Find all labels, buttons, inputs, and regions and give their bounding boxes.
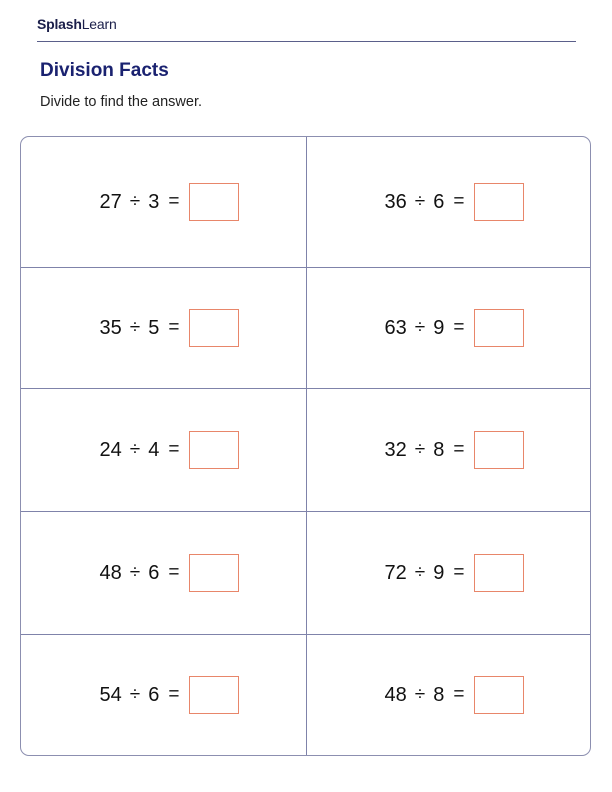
division-problem	[100, 431, 240, 469]
answer-box[interactable]	[474, 554, 524, 592]
equals-sign: =	[453, 317, 465, 338]
division-problem	[100, 183, 240, 221]
answer-box[interactable]	[189, 554, 239, 592]
divisor: 8	[433, 683, 445, 706]
splashlearn-logo	[37, 16, 117, 32]
logo-bold-text: Splash	[37, 16, 82, 32]
problem-cell	[21, 635, 307, 755]
answer-box[interactable]	[474, 309, 524, 347]
divisor: 9	[433, 561, 445, 584]
dividend: 36	[384, 190, 407, 213]
divisor: 8	[433, 438, 445, 461]
instructions: Divide to find the answer.	[40, 94, 203, 110]
answer-box[interactable]	[189, 431, 239, 469]
division-problem	[385, 676, 525, 714]
divide-sign: ÷	[129, 562, 141, 583]
answer-box[interactable]	[189, 183, 239, 221]
divisor: 5	[148, 316, 160, 339]
problem-cell	[21, 268, 307, 389]
dividend: 54	[99, 683, 122, 706]
equals-sign: =	[168, 317, 180, 338]
page-title: Division Facts	[40, 60, 169, 81]
equals-sign: =	[168, 684, 180, 705]
division-problem	[100, 676, 240, 714]
dividend: 63	[384, 316, 407, 339]
dividend: 35	[99, 316, 122, 339]
answer-box[interactable]	[189, 676, 239, 714]
equals-sign: =	[453, 684, 465, 705]
equals-sign: =	[453, 191, 465, 212]
equals-sign: =	[168, 562, 180, 583]
division-problem	[100, 554, 240, 592]
divisor: 9	[433, 316, 445, 339]
dividend: 27	[99, 190, 122, 213]
divisor: 4	[148, 438, 160, 461]
header-divider	[37, 41, 576, 42]
equals-sign: =	[453, 562, 465, 583]
divide-sign: ÷	[129, 439, 141, 460]
dividend: 48	[384, 683, 407, 706]
answer-box[interactable]	[474, 183, 524, 221]
divide-sign: ÷	[414, 317, 426, 338]
problem-cell	[307, 268, 590, 389]
dividend: 72	[384, 561, 407, 584]
equals-sign: =	[168, 439, 180, 460]
dividend: 32	[384, 438, 407, 461]
logo-light-text: Learn	[81, 16, 117, 32]
divide-sign: ÷	[414, 684, 426, 705]
divide-sign: ÷	[414, 191, 426, 212]
divide-sign: ÷	[129, 684, 141, 705]
problem-cell	[307, 512, 590, 635]
answer-box[interactable]	[474, 676, 524, 714]
division-problem	[385, 183, 525, 221]
problem-cell	[21, 512, 307, 635]
problem-cell	[21, 389, 307, 512]
answer-box[interactable]	[189, 309, 239, 347]
equals-sign: =	[168, 191, 180, 212]
division-problem	[385, 431, 525, 469]
divisor: 6	[148, 561, 160, 584]
divisor: 6	[433, 190, 445, 213]
problem-cell	[21, 137, 307, 268]
divide-sign: ÷	[129, 191, 141, 212]
division-problem	[100, 309, 240, 347]
problem-cell	[307, 635, 590, 755]
divisor: 6	[148, 683, 160, 706]
equals-sign: =	[453, 439, 465, 460]
problem-cell	[307, 389, 590, 512]
division-problem	[385, 309, 525, 347]
divide-sign: ÷	[414, 562, 426, 583]
division-problem	[385, 554, 525, 592]
divide-sign: ÷	[129, 317, 141, 338]
dividend: 24	[99, 438, 122, 461]
problem-cell	[307, 137, 590, 268]
dividend: 48	[99, 561, 122, 584]
answer-box[interactable]	[474, 431, 524, 469]
problems-grid	[20, 136, 591, 756]
divide-sign: ÷	[414, 439, 426, 460]
divisor: 3	[148, 190, 160, 213]
